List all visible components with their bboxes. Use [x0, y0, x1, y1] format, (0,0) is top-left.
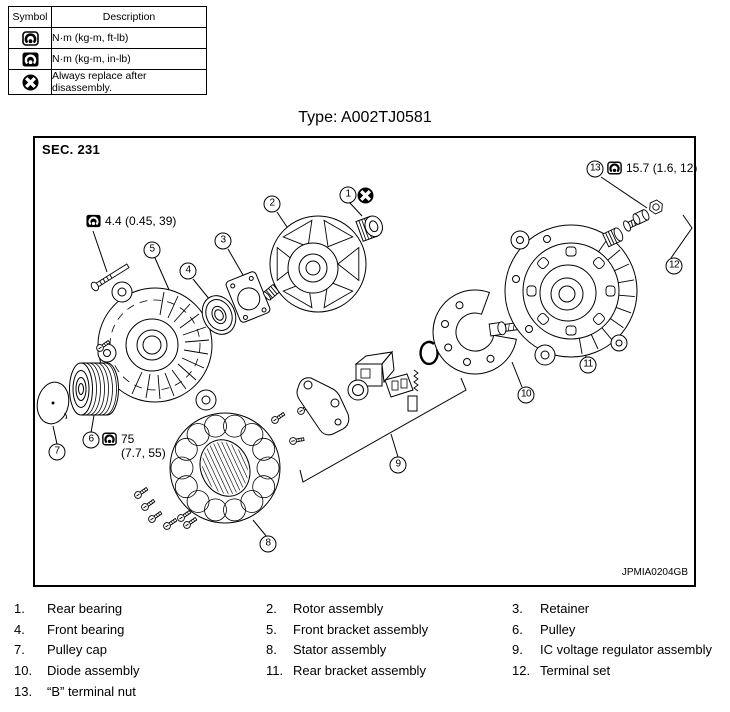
torque-value-2: (7.7, 55): [121, 446, 166, 460]
list-item: 3. Retainer: [512, 600, 590, 616]
list-item: 8. Stator assembly: [266, 642, 387, 658]
list-item: 12. Terminal set: [512, 663, 611, 679]
rear-bracket-drawing: [505, 225, 637, 365]
stator-drawing: [170, 413, 280, 523]
torque-value: 15.7 (1.6, 12): [626, 161, 698, 175]
symbol-description: N·m (kg-m, in-lb): [52, 49, 207, 70]
list-item: 11. Rear bracket assembly: [266, 663, 426, 679]
callout-4: 4: [180, 263, 197, 280]
parts-list-column-3: [512, 598, 727, 681]
callout-7: 7: [49, 444, 66, 461]
table-row: [9, 28, 207, 49]
callout-13: 13: [587, 161, 604, 178]
list-item: 13. “B” terminal nut: [14, 684, 136, 700]
list-item: 10. Diode assembly: [14, 663, 140, 679]
list-item: 2. Rotor assembly: [266, 600, 384, 616]
regulator-drawing: [297, 342, 438, 435]
callout-1: 1: [340, 187, 357, 204]
symbol-column-header: Symbol: [9, 7, 52, 28]
callout-9: 9: [390, 457, 407, 474]
torque-label-75: [102, 432, 166, 460]
callout-5: 5: [144, 242, 161, 259]
torque-inlb-icon: [22, 52, 39, 67]
replace-icon: [357, 187, 374, 204]
torque-label-15.7: [607, 161, 697, 175]
callout-11: 11: [580, 357, 597, 374]
torque-inlb-icon: [86, 214, 101, 228]
pulley-drawing: [70, 363, 119, 415]
bracket-12: [671, 215, 692, 258]
parts-list-column-2: [266, 598, 506, 681]
torque-ftlb-icon: [102, 432, 117, 446]
symbol-description: Always replace after disassembly.: [52, 70, 207, 95]
replace-icon: [22, 74, 39, 91]
parts-list-column-1: [14, 598, 259, 702]
terminal-set-drawing: [603, 199, 665, 247]
torque-value: 4.4 (0.45, 39): [105, 214, 177, 228]
callout-3: 3: [215, 233, 232, 250]
callout-8: 8: [260, 536, 277, 553]
rotor-drawing: [270, 216, 366, 312]
callout-12: 12: [666, 258, 683, 275]
callout-2: 2: [264, 196, 281, 213]
table-row: [9, 49, 207, 70]
callout-6: 6: [83, 432, 100, 449]
torque-value: 75: [121, 432, 135, 446]
symbol-legend-table: [8, 6, 207, 95]
section-label: SEC. 231: [42, 142, 101, 157]
torque-ftlb-icon: [607, 161, 622, 175]
description-column-header: Description: [52, 7, 207, 28]
list-item: 1. Rear bearing: [14, 600, 123, 616]
table-row: [9, 70, 207, 95]
list-item: 4. Front bearing: [14, 621, 125, 637]
torque-label-4.4: [86, 214, 176, 228]
callout-10: 10: [518, 387, 535, 404]
symbol-description: N·m (kg-m, ft-lb): [52, 28, 207, 49]
list-item: 7. Pulley cap: [14, 642, 107, 658]
page-title: Type: A002TJ0581: [298, 109, 432, 126]
list-item: 5. Front bracket assembly: [266, 621, 429, 637]
pulley-cap-drawing: [35, 379, 73, 427]
torque-ftlb-icon: [22, 31, 39, 46]
list-item: 6. Pulley: [512, 621, 576, 637]
list-item: 9. IC voltage regulator assembly: [512, 642, 712, 658]
figure-id: JPMIA0204GB: [621, 567, 688, 578]
rear-bearing-drawing: [356, 214, 385, 242]
